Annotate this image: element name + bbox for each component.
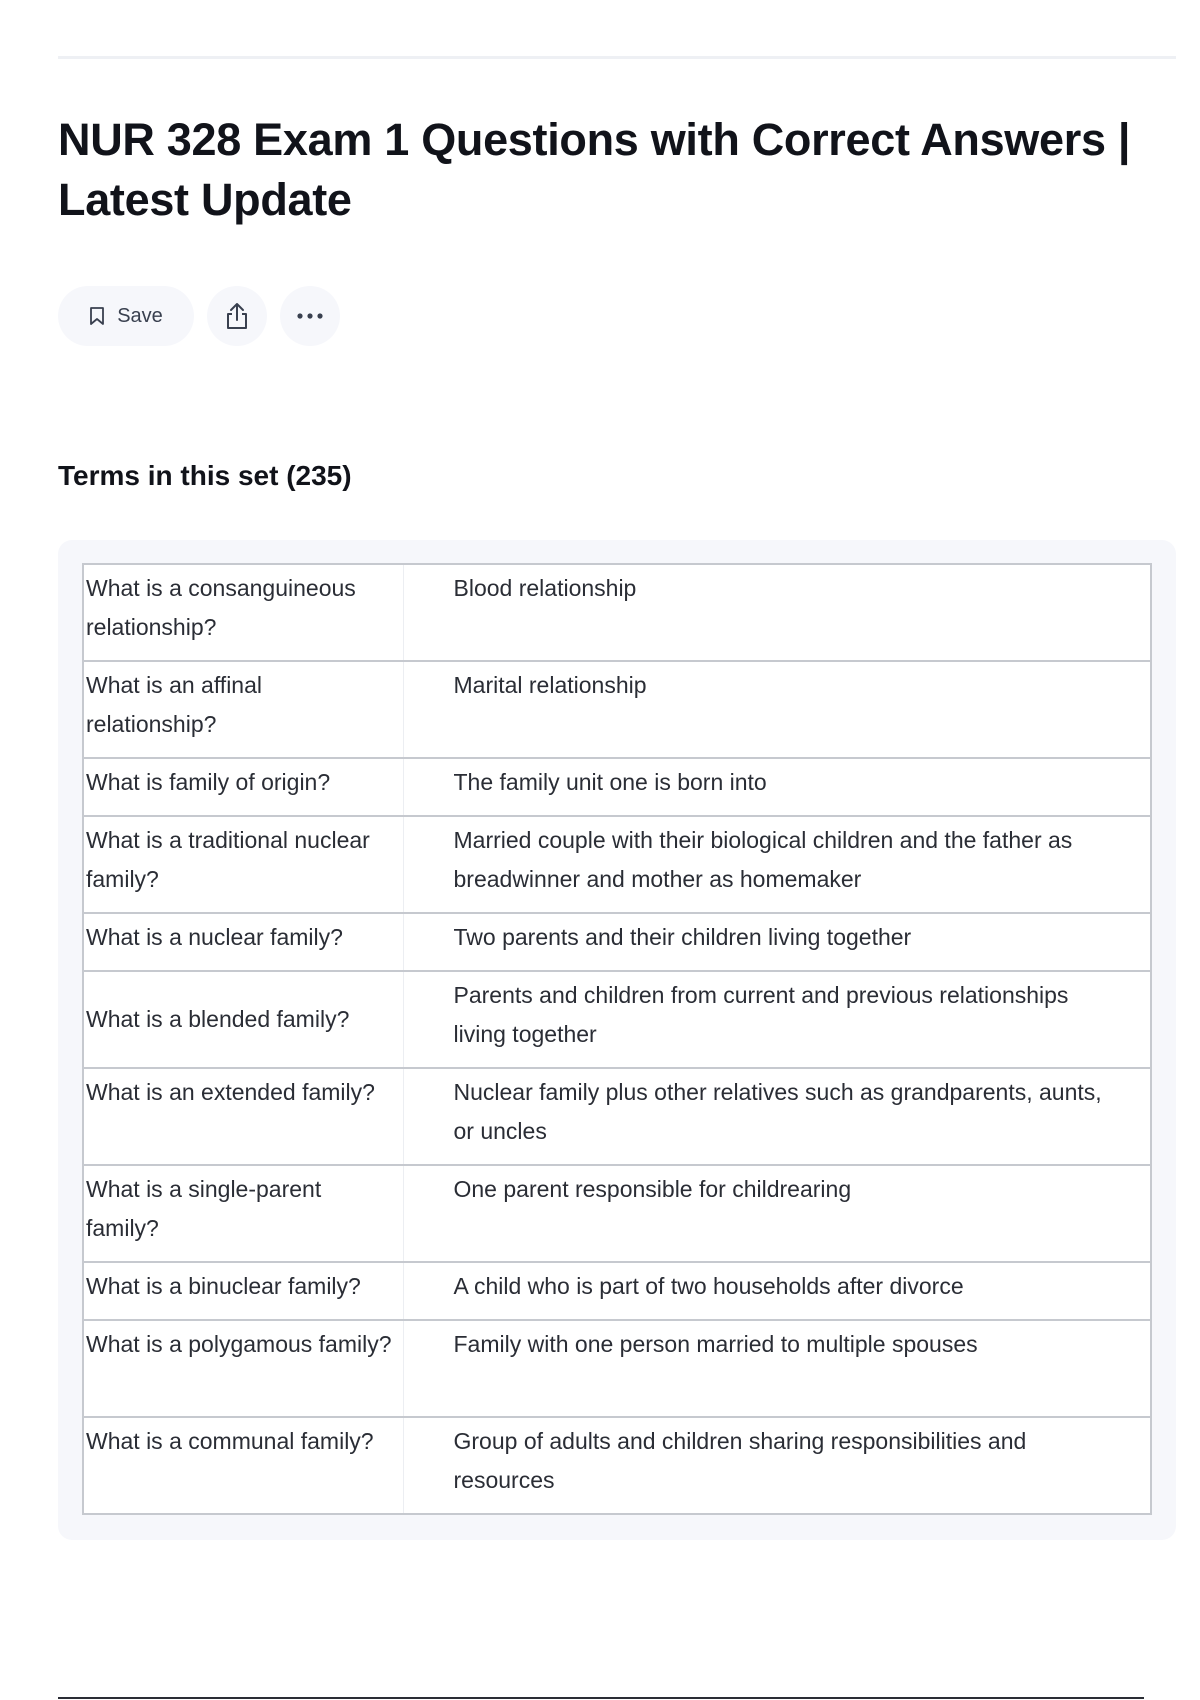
save-label: Save	[117, 304, 163, 327]
table-row	[83, 1068, 1151, 1165]
terms-heading: Terms in this set (235)	[58, 460, 352, 491]
bookmark-icon	[89, 306, 105, 326]
table-row	[83, 1165, 1151, 1262]
table-row	[83, 816, 1151, 913]
more-icon	[296, 312, 324, 320]
table-row	[83, 913, 1151, 971]
top-divider	[58, 56, 1176, 59]
table-row	[83, 1320, 1151, 1417]
table-row	[83, 661, 1151, 758]
definition-cell: A child who is part of two households after divorce	[403, 1262, 1151, 1320]
terms-table	[82, 563, 1152, 1515]
term-cell: What is a communal family?	[83, 1417, 403, 1514]
table-row	[83, 564, 1151, 661]
table-row	[83, 971, 1151, 1068]
definition-cell: Family with one person married to multiple spouses	[403, 1320, 1151, 1417]
share-icon	[224, 301, 250, 331]
definition-cell: One parent responsible for childrearing	[403, 1165, 1151, 1262]
term-cell: What is an affinal relationship?	[83, 661, 403, 758]
term-cell: What is a blended family?	[83, 971, 403, 1068]
action-bar	[58, 286, 340, 346]
table-row	[83, 1262, 1151, 1320]
table-row	[83, 758, 1151, 816]
more-options-button[interactable]	[280, 286, 340, 346]
definition-cell: Group of adults and children sharing responsibilities and resources	[403, 1417, 1151, 1514]
definition-cell: Two parents and their children living together	[403, 913, 1151, 971]
definition-cell: Parents and children from current and previous relationships living together	[403, 971, 1151, 1068]
term-cell: What is a single-parent family?	[83, 1165, 403, 1262]
term-cell: What is a binuclear family?	[83, 1262, 403, 1320]
term-cell: What is an extended family?	[83, 1068, 403, 1165]
share-button[interactable]	[207, 286, 267, 346]
term-cell: What is a consanguineous relationship?	[83, 564, 403, 661]
term-cell: What is a traditional nuclear family?	[83, 816, 403, 913]
definition-cell: The family unit one is born into	[403, 758, 1151, 816]
definition-cell: Blood relationship	[403, 564, 1151, 661]
save-button[interactable]	[58, 286, 194, 346]
definition-cell: Nuclear family plus other relatives such as grandparents, aunts, or uncles	[403, 1068, 1151, 1165]
definition-cell: Married couple with their biological children and the father as breadwinner and mother as homemaker	[403, 816, 1151, 913]
term-cell: What is family of origin?	[83, 758, 403, 816]
bottom-divider	[58, 1697, 1144, 1699]
definition-cell: Marital relationship	[403, 661, 1151, 758]
page-title: NUR 328 Exam 1 Questions with Correct Answers | Latest Update	[58, 114, 1131, 225]
table-row	[83, 1417, 1151, 1514]
term-cell: What is a nuclear family?	[83, 913, 403, 971]
term-cell: What is a polygamous family?	[83, 1320, 403, 1417]
